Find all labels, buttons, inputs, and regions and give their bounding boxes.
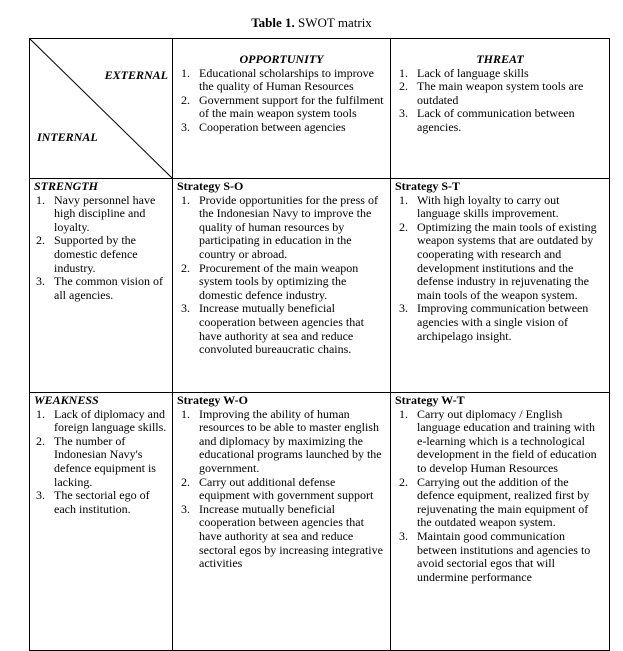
table-caption (0, 16, 623, 30)
caption-title: SWOT matrix (298, 15, 372, 30)
external-label: EXTERNAL (104, 68, 168, 82)
strategy-so-list (177, 194, 386, 357)
opportunity-heading: OPPORTUNITY (239, 52, 324, 66)
list-item-number: 3. (181, 501, 190, 516)
list-item-text: Optimizing the main tools of existing weapon systems that are outdated by cooperating with research and development institutions and the defense industry in rejuvenating the main tools of the weapon system. (417, 219, 597, 302)
list-item (177, 121, 386, 135)
strength-cell (30, 179, 173, 393)
list-item-number: 2. (36, 433, 45, 448)
list-item (395, 221, 605, 303)
list-item-text: The sectorial ego of each institution. (54, 488, 150, 516)
list-item-text: Carrying out the addition of the defence equipment, realized first by rejuvenating the main equipment of the outdated weapon system. (417, 474, 590, 530)
list-item (395, 530, 605, 584)
list-item-number: 2. (181, 260, 190, 275)
strength-list (34, 194, 168, 303)
strategy-wo-cell (173, 393, 391, 651)
list-item-number: 1. (181, 192, 190, 207)
weakness-heading: WEAKNESS (34, 393, 99, 407)
strategy-so-cell (173, 179, 391, 393)
list-item-text: The main weapon system tools are outdated (417, 79, 584, 107)
strategy-st-cell (391, 179, 610, 393)
weakness-row (30, 393, 610, 651)
list-item-text: Educational scholarships to improve the quality of Human Resources (199, 65, 374, 94)
list-item (177, 262, 386, 303)
list-item-number: 3. (36, 488, 45, 503)
list-item-text: Cooperation between agencies (199, 119, 346, 134)
list-item-text: Carry out diplomacy / English language education and training with e-learning which is a technological development in the field of education to develop Human Resources (417, 406, 597, 475)
list-item-text: Increase mutually beneficial cooperation between agencies that have authority at sea and reduce sectoral egos by increasing integrative activities (199, 501, 383, 571)
internal-label: INTERNAL (37, 130, 98, 144)
list-item-number: 1. (399, 406, 408, 421)
list-item-number: 2. (181, 92, 190, 107)
list-item (395, 67, 605, 81)
strategy-so-heading: Strategy S-O (177, 179, 244, 193)
strategy-wo-list (177, 408, 386, 571)
list-item (395, 107, 605, 134)
list-item-number: 3. (181, 301, 190, 316)
list-item (177, 302, 386, 356)
swot-matrix-table (29, 38, 610, 651)
list-item (395, 80, 605, 107)
list-item-text: Lack of communication between agencies. (417, 106, 575, 134)
list-item-text: Carry out additional defense equipment with government support (199, 474, 374, 503)
list-item (177, 408, 386, 476)
list-item-number: 2. (181, 474, 190, 489)
list-item-number: 1. (36, 406, 45, 421)
list-item-text: The number of Indonesian Navy's defence equipment is lacking. (54, 433, 156, 489)
list-item-text: Maintain good communication between institutions and agencies to avoid sectorial egos that will undermine performance (417, 528, 591, 584)
list-item (177, 67, 386, 94)
list-item-text: With high loyalty to carry out language skills improvement. (417, 192, 560, 221)
list-item (34, 234, 168, 275)
weakness-list (34, 408, 168, 517)
weakness-cell (30, 393, 173, 651)
list-item (177, 94, 386, 121)
list-item (395, 476, 605, 530)
list-item (177, 476, 386, 503)
list-item-text: Lack of diplomacy and foreign language skills. (54, 406, 167, 435)
list-item-number: 1. (399, 65, 408, 80)
strategy-wt-heading: Strategy W-T (395, 393, 465, 407)
list-item-number: 3. (399, 528, 408, 543)
opportunity-cell (173, 39, 391, 179)
strategy-wt-cell (391, 393, 610, 651)
strategy-wt-list (395, 408, 605, 585)
list-item-text: The common vision of all agencies. (54, 274, 163, 302)
list-item-number: 3. (36, 274, 45, 289)
list-item-number: 2. (399, 79, 408, 94)
list-item-text: Navy personnel have high discipline and loyalty. (54, 192, 156, 234)
list-item-text: Government support for the fulfilment of the main weapon system tools (199, 92, 384, 121)
threat-heading: THREAT (476, 52, 524, 66)
strategy-st-list (395, 194, 605, 344)
list-item-number: 1. (399, 192, 408, 207)
list-item (34, 194, 168, 235)
threat-cell (391, 39, 610, 179)
list-item-text: Procurement of the main weapon system tools by optimizing the domestic defence industry. (199, 260, 359, 302)
list-item-number: 3. (399, 106, 408, 121)
list-item (177, 194, 386, 262)
list-item-number: 1. (181, 406, 190, 421)
list-item-number: 2. (399, 474, 408, 489)
list-item (34, 489, 168, 516)
list-item (395, 194, 605, 221)
strategy-wo-heading: Strategy W-O (177, 393, 248, 407)
list-item (34, 408, 168, 435)
list-item-number: 2. (399, 219, 408, 234)
list-item (34, 275, 168, 302)
strength-heading: STRENGTH (34, 179, 99, 193)
threat-list (395, 67, 605, 135)
list-item-number: 2. (36, 233, 45, 248)
strategy-st-heading: Strategy S-T (395, 179, 460, 193)
list-item-number: 1. (181, 65, 190, 80)
list-item-text: Improving communication between agencies with a single vision of archipelago insight. (417, 301, 589, 343)
list-item (395, 302, 605, 343)
list-item-number: 3. (181, 119, 190, 134)
list-item-number: 1. (36, 192, 45, 207)
diagonal-line (30, 39, 172, 178)
corner-cell (30, 39, 173, 179)
list-item-text: Increase mutually beneficial cooperation between agencies that have authority at sea and reduce convoluted bureaucratic chains. (199, 301, 364, 357)
list-item (395, 408, 605, 476)
caption-label: Table 1. (251, 15, 295, 30)
list-item (177, 503, 386, 571)
header-row (30, 39, 610, 179)
list-item (34, 435, 168, 489)
list-item-text: Provide opportunities for the press of the Indonesian Navy to improve the quality of human resources by participating in education in the country or abroad. (199, 192, 378, 261)
list-item-number: 3. (399, 301, 408, 316)
list-item-text: Lack of language skills (417, 65, 529, 80)
opportunity-list (177, 67, 386, 135)
list-item-text: Supported by the domestic defence industry. (54, 233, 138, 275)
strength-row (30, 179, 610, 393)
list-item-text: Improving the ability of human resources to be able to master english and diplomacy by maximizing the educational programs launched by the government. (199, 406, 382, 475)
